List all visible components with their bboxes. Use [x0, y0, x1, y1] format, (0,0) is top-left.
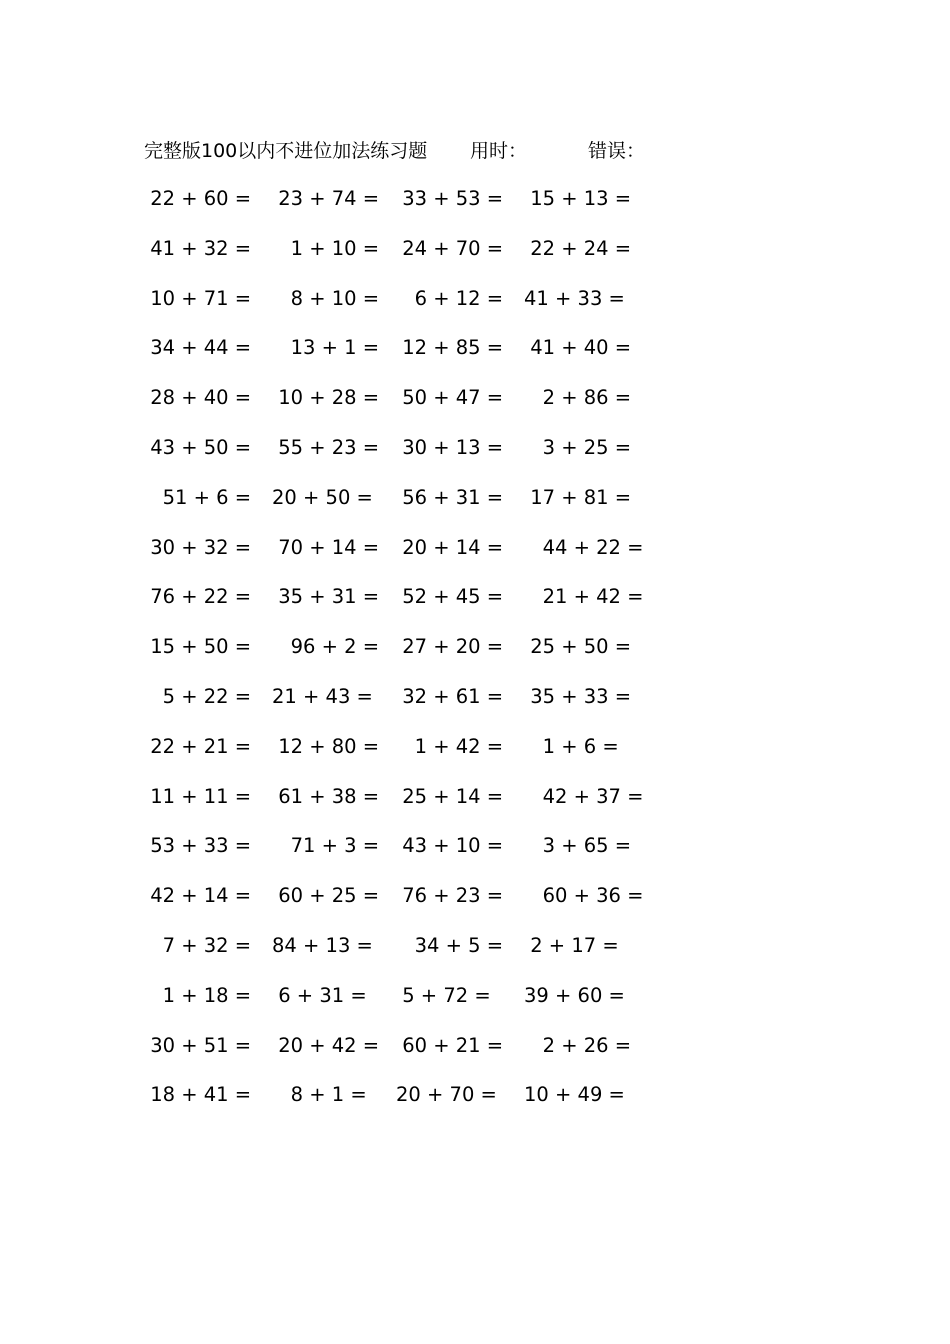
- problem-row: [144, 682, 664, 732]
- addition-problem: 41 + 32 =: [144, 236, 258, 260]
- problem-row: [144, 632, 664, 682]
- addition-problem: 61 + 38 =: [272, 784, 386, 808]
- problem-row: [144, 981, 664, 1031]
- addition-problem: 53 + 33 =: [144, 834, 258, 858]
- addition-problem: 34 + 44 =: [144, 336, 258, 360]
- addition-problem: 1 + 6 =: [524, 734, 625, 758]
- problem-row: [144, 931, 664, 981]
- addition-problem: 25 + 50 =: [524, 635, 638, 659]
- addition-problem: 60 + 25 =: [272, 884, 386, 908]
- problem-row: [144, 433, 664, 483]
- addition-problem: 3 + 65 =: [524, 834, 638, 858]
- time-used-label: 用时：: [470, 140, 528, 162]
- addition-problem: 50 + 47 =: [396, 386, 510, 410]
- addition-problem: 71 + 3 =: [272, 834, 386, 858]
- problem-grid: [144, 184, 664, 1130]
- addition-problem: 84 + 13 =: [272, 933, 380, 957]
- addition-problem: 10 + 71 =: [144, 286, 258, 310]
- addition-problem: 56 + 31 =: [396, 485, 510, 509]
- addition-problem: 17 + 81 =: [524, 485, 638, 509]
- problem-row: [144, 1031, 664, 1081]
- addition-problem: 76 + 23 =: [396, 884, 510, 908]
- addition-problem: 6 + 12 =: [396, 286, 510, 310]
- addition-problem: 24 + 70 =: [396, 236, 510, 260]
- addition-problem: 8 + 10 =: [272, 286, 386, 310]
- addition-problem: 2 + 17 =: [524, 933, 625, 957]
- addition-problem: 34 + 5 =: [396, 933, 510, 957]
- addition-problem: 11 + 11 =: [144, 784, 258, 808]
- addition-problem: 2 + 86 =: [524, 386, 638, 410]
- addition-problem: 30 + 13 =: [396, 435, 510, 459]
- addition-problem: 27 + 20 =: [396, 635, 510, 659]
- addition-problem: 33 + 53 =: [396, 187, 510, 210]
- addition-problem: 12 + 85 =: [396, 336, 510, 360]
- addition-problem: 60 + 36 =: [524, 884, 650, 908]
- worksheet-title: 完整版100以内不进位加法练习题: [144, 140, 428, 162]
- problem-row: [144, 1080, 664, 1130]
- addition-problem: 6 + 31 =: [272, 983, 373, 1007]
- addition-problem: 32 + 61 =: [396, 684, 510, 708]
- addition-problem: 10 + 28 =: [272, 386, 386, 410]
- addition-problem: 96 + 2 =: [272, 635, 386, 659]
- worksheet-header: [144, 136, 704, 166]
- addition-problem: 25 + 14 =: [396, 784, 510, 808]
- addition-problem: 28 + 40 =: [144, 386, 258, 410]
- problem-row: [144, 234, 664, 284]
- addition-problem: 52 + 45 =: [396, 585, 510, 609]
- problem-row: [144, 782, 664, 832]
- addition-problem: 1 + 18 =: [144, 983, 258, 1007]
- addition-problem: 30 + 51 =: [144, 1033, 258, 1057]
- addition-problem: 41 + 40 =: [524, 336, 638, 360]
- addition-problem: 18 + 41 =: [144, 1083, 258, 1107]
- problem-row: [144, 881, 664, 931]
- addition-problem: 22 + 60 =: [144, 187, 258, 210]
- addition-problem: 12 + 80 =: [272, 734, 386, 758]
- problem-row: [144, 483, 664, 533]
- addition-problem: 76 + 22 =: [144, 585, 258, 609]
- problem-row: [144, 184, 664, 234]
- addition-problem: 15 + 13 =: [524, 187, 638, 210]
- addition-problem: 22 + 24 =: [524, 236, 638, 260]
- addition-problem: 21 + 43 =: [272, 684, 380, 708]
- addition-problem: 30 + 32 =: [144, 535, 258, 559]
- addition-problem: 22 + 21 =: [144, 734, 258, 758]
- addition-problem: 8 + 1 =: [272, 1083, 373, 1107]
- addition-problem: 43 + 50 =: [144, 435, 258, 459]
- addition-problem: 35 + 31 =: [272, 585, 386, 609]
- addition-problem: 20 + 14 =: [396, 535, 510, 559]
- addition-problem: 15 + 50 =: [144, 635, 258, 659]
- addition-problem: 3 + 25 =: [524, 435, 638, 459]
- addition-problem: 39 + 60 =: [524, 983, 632, 1007]
- problem-row: [144, 732, 664, 782]
- problem-row: [144, 582, 664, 632]
- problem-row: [144, 284, 664, 334]
- problem-row: [144, 533, 664, 583]
- addition-problem: 70 + 14 =: [272, 535, 386, 559]
- addition-problem: 20 + 42 =: [272, 1033, 386, 1057]
- addition-problem: 60 + 21 =: [396, 1033, 510, 1057]
- addition-problem: 2 + 26 =: [524, 1033, 638, 1057]
- addition-problem: 5 + 22 =: [144, 684, 258, 708]
- addition-problem: 5 + 72 =: [396, 983, 497, 1007]
- problem-row: [144, 831, 664, 881]
- addition-problem: 1 + 10 =: [272, 236, 386, 260]
- addition-problem: 7 + 32 =: [144, 933, 258, 957]
- addition-problem: 42 + 37 =: [524, 784, 650, 808]
- addition-problem: 1 + 42 =: [396, 734, 510, 758]
- addition-problem: 44 + 22 =: [524, 535, 650, 559]
- addition-problem: 51 + 6 =: [144, 485, 258, 509]
- addition-problem: 41 + 33 =: [524, 286, 632, 310]
- addition-problem: 20 + 50 =: [272, 485, 380, 509]
- addition-problem: 21 + 42 =: [524, 585, 650, 609]
- addition-problem: 35 + 33 =: [524, 684, 638, 708]
- addition-problem: 10 + 49 =: [524, 1083, 632, 1107]
- addition-problem: 55 + 23 =: [272, 435, 386, 459]
- problem-row: [144, 383, 664, 433]
- error-count-label: 错误：: [588, 140, 646, 162]
- addition-problem: 20 + 70 =: [396, 1083, 504, 1107]
- problem-row: [144, 333, 664, 383]
- addition-problem: 42 + 14 =: [144, 884, 258, 908]
- addition-problem: 23 + 74 =: [272, 187, 386, 210]
- addition-problem: 13 + 1 =: [272, 336, 386, 360]
- addition-problem: 43 + 10 =: [396, 834, 510, 858]
